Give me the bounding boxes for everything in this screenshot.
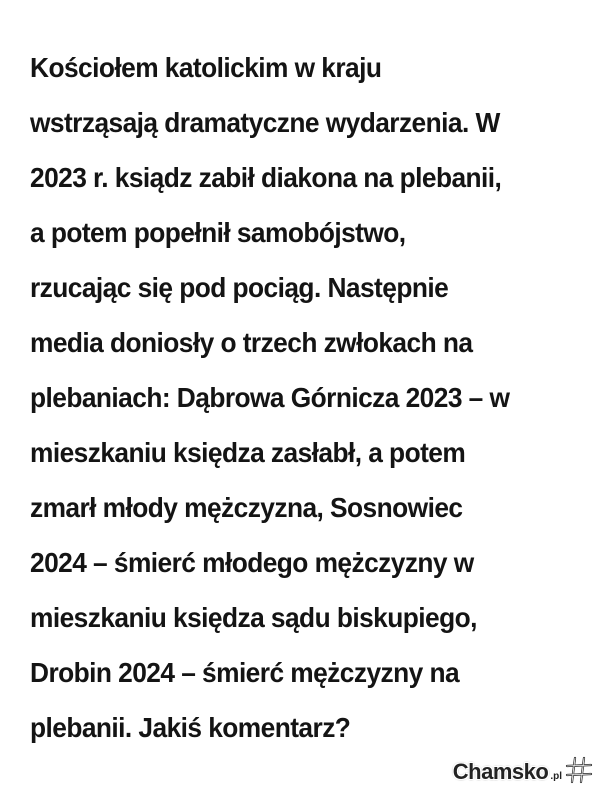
watermark xyxy=(453,755,594,785)
text-line: 2024 – śmierć młodego mężczyzny w xyxy=(30,547,474,578)
watermark-text: Chamsko xyxy=(452,759,549,784)
text-line: plebanii. Jakiś komentarz? xyxy=(30,712,351,743)
hash-logo-icon xyxy=(564,755,594,785)
text-line: media doniosły o trzech zwłokach na xyxy=(30,327,473,358)
watermark-suffix: .pl xyxy=(550,771,562,782)
text-line: zmarł młody mężczyzna, Sosnowiec xyxy=(30,492,463,523)
text-line: Drobin 2024 – śmierć mężczyzny na xyxy=(30,657,460,688)
text-line: mieszkaniu księdza zasłabł, a potem xyxy=(30,437,466,468)
text-line: Kościołem katolickim w kraju xyxy=(30,52,382,83)
text-line: mieszkaniu księdza sądu biskupiego, xyxy=(30,602,477,633)
text-line: rzucając się pod pociąg. Następnie xyxy=(30,272,449,303)
text-line: plebaniach: Dąbrowa Górnicza 2023 – w xyxy=(30,382,510,413)
text-line: 2023 r. ksiądz zabił diakona na plebanii, xyxy=(30,162,502,193)
text-line: wstrząsają dramatyczne wydarzenia. W xyxy=(30,107,500,138)
text-line: a potem popełnił samobójstwo, xyxy=(30,217,406,248)
article-text xyxy=(30,40,590,755)
